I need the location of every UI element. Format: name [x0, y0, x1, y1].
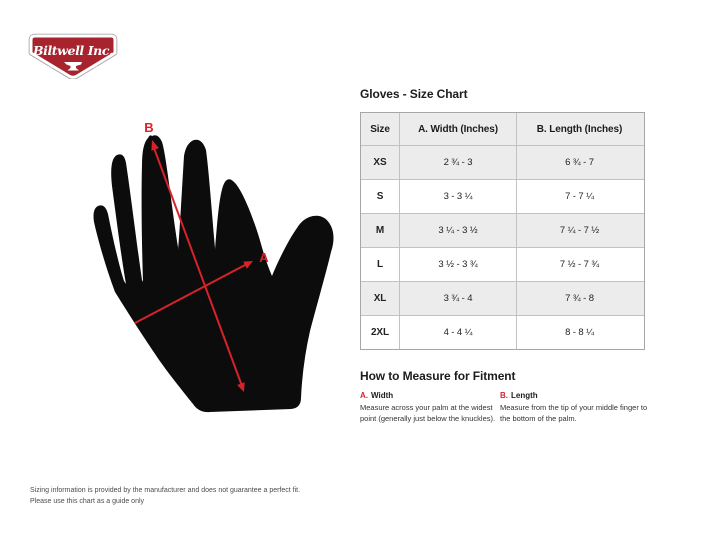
size-chart-title: Gloves - Size Chart [360, 87, 468, 101]
column-header-size: Size [361, 113, 400, 145]
size-cell: L [361, 248, 400, 281]
width-cell: 4 - 4 ¼ [400, 316, 517, 349]
column-header-length: B. Length (Inches) [536, 123, 623, 135]
table-row [361, 145, 644, 179]
measure-label-width [360, 391, 498, 400]
measure-item-length [500, 391, 658, 425]
label-a: A [259, 250, 269, 265]
measure-instructions-width: Measure across your palm at the widest point (generally just below the knuckles). [360, 403, 496, 423]
length-cell: 6 ¾ - 7 [565, 157, 594, 168]
width-cell: 3 - 3 ¼ [400, 180, 517, 213]
disclaimer [30, 486, 300, 508]
tagline-counts: COUNTS [90, 64, 112, 70]
size-cell: XS [361, 146, 400, 179]
column-header-width: A. Width (Inches) [400, 113, 517, 145]
biltwell-logo [28, 33, 118, 79]
measure-label-text-b: Length [511, 391, 538, 400]
tagline-quality: QUALITY [33, 64, 57, 70]
table-header-row [361, 113, 644, 145]
size-chart-table [360, 112, 645, 350]
table-row [361, 179, 644, 213]
size-cell: S [361, 180, 400, 213]
table-body [361, 145, 644, 349]
width-cell: 3 ½ - 3 ¾ [400, 248, 517, 281]
table-row [361, 213, 644, 247]
length-cell: 7 - 7 ¼ [565, 191, 594, 202]
measure-label-prefix-a: A. [360, 391, 368, 400]
measure-section-title: How to Measure for Fitment [360, 369, 516, 383]
measure-instructions-length: Measure from the tip of your middle finger to the bottom of the palm. [500, 403, 648, 423]
measure-label-text-a: Width [371, 391, 394, 400]
table-row [361, 281, 644, 315]
hand-silhouette [94, 135, 334, 412]
length-cell: 7 ¼ - 7 ½ [559, 225, 600, 236]
length-cell: 8 - 8 ¼ [565, 327, 594, 338]
disclaimer-line2: Please use this chart as a guide only [30, 497, 145, 505]
label-b: B [144, 120, 154, 135]
table-row [361, 315, 644, 349]
width-cell: 3 ¼ - 3 ½ [400, 214, 517, 247]
length-cell: 7 ¾ - 8 [565, 293, 594, 304]
width-cell: 3 ¾ - 4 [400, 282, 517, 315]
measure-label-length [500, 391, 658, 400]
size-cell: M [361, 214, 400, 247]
measure-label-prefix-b: B. [500, 391, 508, 400]
width-cell: 2 ¾ - 3 [400, 146, 517, 179]
size-cell: 2XL [361, 316, 400, 349]
length-cell: 7 ½ - 7 ¾ [559, 259, 600, 270]
measure-item-width [360, 391, 498, 425]
glove-measurement-diagram [60, 105, 350, 425]
table-row [361, 247, 644, 281]
brand-name: Biltwell Inc. [32, 43, 114, 58]
size-cell: XL [361, 282, 400, 315]
disclaimer-line1: Sizing information is provided by the manufacturer and does not guarantee a perfect fit. [30, 487, 301, 494]
